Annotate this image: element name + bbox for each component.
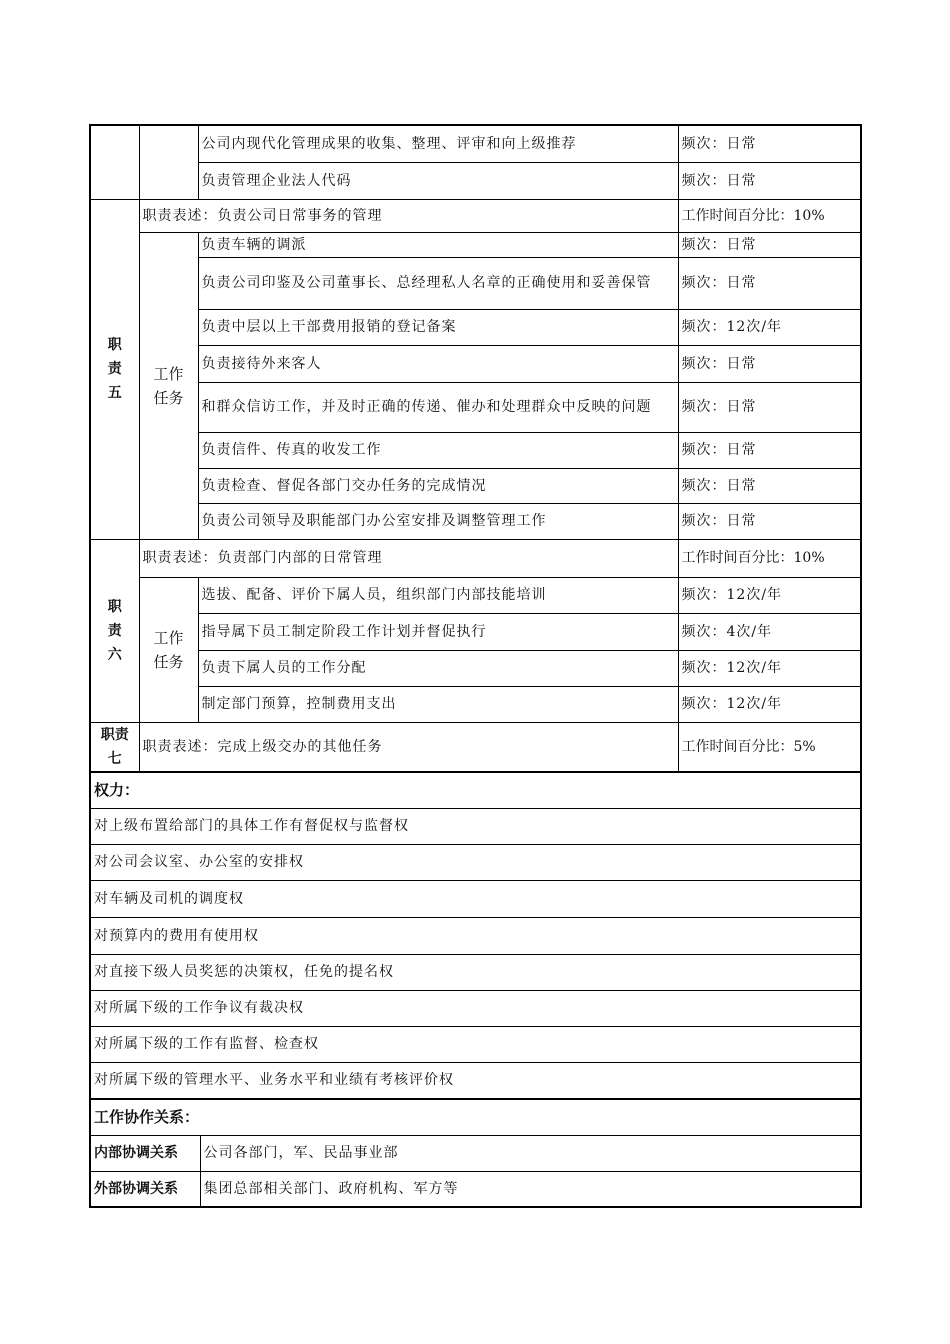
- duties-table: [89, 124, 862, 1208]
- task-frequency: 频次：12次/年: [678, 577, 861, 613]
- duty-label-char: 职: [107, 598, 122, 615]
- duty-label: [90, 722, 139, 772]
- duty-time-percent: 工作时间百分比：10%: [678, 199, 861, 232]
- task-frequency: 频次：日常: [678, 432, 861, 468]
- table-row: [90, 162, 861, 199]
- task-frequency: 频次：日常: [678, 232, 861, 257]
- task-text: 负责接待外来客人: [198, 345, 678, 382]
- task-text: 负责公司印鉴及公司董事长、总经理私人名章的正确使用和妥善保管: [198, 257, 678, 309]
- list-item: [90, 880, 861, 917]
- task-text: 负责检查、督促各部门交办任务的完成情况: [198, 468, 678, 503]
- task-frequency: 频次：日常: [678, 503, 861, 539]
- internal-relations-value: 公司各部门，军、民品事业部: [200, 1135, 861, 1171]
- power-item: 对所属下级的工作争议有裁决权: [90, 990, 861, 1026]
- duty-label-char: 七: [107, 750, 122, 767]
- table-row: [90, 503, 861, 539]
- task-text: 制定部门预算，控制费用支出: [198, 686, 678, 722]
- task-text: 负责下属人员的工作分配: [198, 650, 678, 686]
- task-text: 选拔、配备、评价下属人员，组织部门内部技能培训: [198, 577, 678, 613]
- power-item: 对所属下级的工作有监督、检查权: [90, 1026, 861, 1062]
- table-row: [90, 468, 861, 503]
- duty-label-char: 职责: [100, 726, 129, 743]
- table-row: [90, 257, 861, 309]
- job-description-document: [89, 124, 860, 1208]
- duty-label-char: 六: [107, 646, 122, 663]
- internal-relations-label: 内部协调关系: [90, 1135, 200, 1171]
- task-frequency: 频次：日常: [678, 345, 861, 382]
- table-row: [90, 1135, 861, 1171]
- duty-description: 职责表述：完成上级交办的其他任务: [139, 722, 678, 772]
- duty-label: [90, 539, 139, 722]
- external-relations-value: 集团总部相关部门、政府机构、军方等: [200, 1171, 861, 1207]
- task-text: 指导属下员工制定阶段工作计划并督促执行: [198, 613, 678, 650]
- task-frequency: 频次：12次/年: [678, 309, 861, 345]
- duty-label-char: 五: [107, 385, 122, 401]
- duty-label-char: 责: [107, 622, 122, 639]
- task-frequency: 频次：日常: [678, 162, 861, 199]
- table-row: [90, 650, 861, 686]
- task-text: 负责中层以上干部费用报销的登记备案: [198, 309, 678, 345]
- table-row: [90, 345, 861, 382]
- external-relations-label: 外部协调关系: [90, 1171, 200, 1207]
- table-row: [90, 686, 861, 722]
- task-label-empty: [139, 125, 198, 199]
- task-label: [139, 232, 198, 539]
- task-label-line: 工作: [153, 628, 184, 647]
- power-item: 对上级布置给部门的具体工作有督促权与监督权: [90, 808, 861, 844]
- duty-description: 职责表述：负责公司日常事务的管理: [139, 199, 678, 232]
- list-item: [90, 808, 861, 844]
- task-text: 负责信件、传真的收发工作: [198, 432, 678, 468]
- duty-label: [90, 199, 139, 539]
- list-item: [90, 844, 861, 880]
- duty-label-char: 责: [107, 361, 122, 377]
- table-row: [90, 432, 861, 468]
- power-item: 对直接下级人员奖惩的决策权，任免的提名权: [90, 954, 861, 990]
- duty-time-percent: 工作时间百分比：5%: [678, 722, 861, 772]
- powers-heading: 权力：: [90, 772, 861, 808]
- table-row: [90, 772, 861, 808]
- table-row: [90, 1171, 861, 1207]
- power-item: 对公司会议室、办公室的安排权: [90, 844, 861, 880]
- list-item: [90, 917, 861, 954]
- duty-label-empty: [90, 125, 139, 199]
- list-item: [90, 954, 861, 990]
- task-frequency: 频次：日常: [678, 468, 861, 503]
- task-label-line: 任务: [153, 652, 184, 671]
- task-frequency: 频次：日常: [678, 257, 861, 309]
- list-item: [90, 1026, 861, 1062]
- table-row: [90, 577, 861, 613]
- duty-label-char: 职: [107, 337, 122, 353]
- table-row: [90, 125, 861, 162]
- task-label-line: 工作: [153, 364, 184, 383]
- table-row: [90, 722, 861, 772]
- table-row: [90, 309, 861, 345]
- power-item: 对预算内的费用有使用权: [90, 917, 861, 954]
- table-row: [90, 539, 861, 577]
- task-frequency: 频次：日常: [678, 125, 861, 162]
- power-item: 对车辆及司机的调度权: [90, 880, 861, 917]
- task-frequency: 频次：12次/年: [678, 650, 861, 686]
- list-item: [90, 1062, 861, 1099]
- task-label-line: 任务: [153, 388, 184, 407]
- table-row: [90, 232, 861, 257]
- table-row: [90, 613, 861, 650]
- task-text: 和群众信访工作，并及时正确的传递、催办和处理群众中反映的问题: [198, 382, 678, 432]
- task-label: [139, 577, 198, 722]
- table-row: [90, 382, 861, 432]
- task-text: 负责公司领导及职能部门办公室安排及调整管理工作: [198, 503, 678, 539]
- power-item: 对所属下级的管理水平、业务水平和业绩有考核评价权: [90, 1062, 861, 1099]
- table-row: [90, 199, 861, 232]
- task-frequency: 频次：4次/年: [678, 613, 861, 650]
- task-frequency: 频次：日常: [678, 382, 861, 432]
- task-text: 负责车辆的调派: [198, 232, 678, 257]
- task-frequency: 频次：12次/年: [678, 686, 861, 722]
- list-item: [90, 990, 861, 1026]
- task-text: 负责管理企业法人代码: [198, 162, 678, 199]
- task-text: 公司内现代化管理成果的收集、整理、评审和向上级推荐: [198, 125, 678, 162]
- relations-heading: 工作协作关系：: [90, 1099, 861, 1135]
- table-row: [90, 1099, 861, 1135]
- duty-description: 职责表述：负责部门内部的日常管理: [139, 539, 678, 577]
- duty-time-percent: 工作时间百分比：10%: [678, 539, 861, 577]
